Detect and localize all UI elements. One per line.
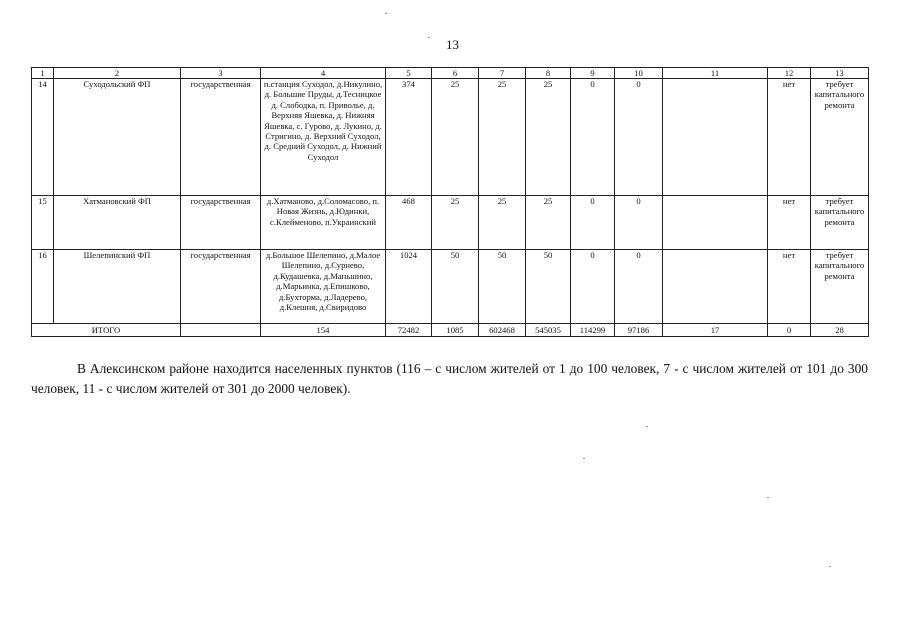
served-settlements: д.Хатманово, д.Соломасово, п. Новая Жизнь, д.Юдинки, с.Клейменово, п.Украинский xyxy=(261,196,386,250)
total-value: 97186 xyxy=(615,324,663,337)
cell-value xyxy=(663,79,768,196)
served-settlements: д.Большое Шелепино, д.Малое Шелепино, д.Сурнево, д.Кудашевка, д.Маньшино, д.Марьинка, д.Епишково, д.Бухторма, д.Ладерево, д.Клешня, д.Свиридово xyxy=(261,250,386,324)
cell-value xyxy=(663,196,768,250)
ownership-type: государственная xyxy=(181,196,261,250)
scan-speck xyxy=(583,458,585,459)
column-number: 7 xyxy=(479,68,526,79)
column-number-row xyxy=(32,68,869,79)
total-label: ИТОГО xyxy=(32,324,181,337)
cell-value: 0 xyxy=(615,250,663,324)
facility-name: Шелепинский ФП xyxy=(54,250,181,324)
cell-value: 50 xyxy=(479,250,526,324)
facility-name: Хатмановский ФП xyxy=(54,196,181,250)
table-row xyxy=(32,250,869,324)
total-value: 602468 xyxy=(479,324,526,337)
column-number: 5 xyxy=(386,68,432,79)
cell-value: 25 xyxy=(526,196,571,250)
page-number: 13 xyxy=(446,37,459,52)
column-number: 10 xyxy=(615,68,663,79)
cell-value: 25 xyxy=(432,79,479,196)
cell-value: нет xyxy=(768,250,811,324)
cell-value: 0 xyxy=(615,79,663,196)
cell-value: 0 xyxy=(571,196,615,250)
scan-speck xyxy=(385,13,387,14)
column-number: 2 xyxy=(54,68,181,79)
cell-value xyxy=(663,250,768,324)
cell-value: 25 xyxy=(479,196,526,250)
scan-speck xyxy=(428,37,430,38)
cell-value: 0 xyxy=(571,250,615,324)
total-value: 72482 xyxy=(386,324,432,337)
cell-value: 374 xyxy=(386,79,432,196)
column-number: 8 xyxy=(526,68,571,79)
facility-name: Суходольский ФП xyxy=(54,79,181,196)
table-row xyxy=(32,196,869,250)
total-value: 28 xyxy=(811,324,869,337)
total-value: 17 xyxy=(663,324,768,337)
cell-value: 50 xyxy=(526,250,571,324)
total-value xyxy=(181,324,261,337)
scan-speck xyxy=(646,426,648,427)
column-number: 1 xyxy=(32,68,54,79)
total-value: 114299 xyxy=(571,324,615,337)
cell-value: 25 xyxy=(479,79,526,196)
total-value: 0 xyxy=(768,324,811,337)
cell-value: нет xyxy=(768,196,811,250)
cell-value: 25 xyxy=(526,79,571,196)
cell-value: 25 xyxy=(432,196,479,250)
column-number: 13 xyxy=(811,68,869,79)
cell-value: 0 xyxy=(615,196,663,250)
ownership-type: государственная xyxy=(181,250,261,324)
total-value: 1085 xyxy=(432,324,479,337)
condition-note: требует капитального ремонта xyxy=(811,250,869,324)
cell-value: 1024 xyxy=(386,250,432,324)
row-number: 15 xyxy=(32,196,54,250)
total-value: 545035 xyxy=(526,324,571,337)
column-number: 12 xyxy=(768,68,811,79)
scan-speck xyxy=(767,497,769,498)
table-row xyxy=(32,79,869,196)
row-number: 16 xyxy=(32,250,54,324)
column-number: 11 xyxy=(663,68,768,79)
ownership-type: государственная xyxy=(181,79,261,196)
cell-value: 50 xyxy=(432,250,479,324)
cell-value: 468 xyxy=(386,196,432,250)
column-number: 3 xyxy=(181,68,261,79)
condition-note: требует капитального ремонта xyxy=(811,79,869,196)
column-number: 6 xyxy=(432,68,479,79)
cell-value: нет xyxy=(768,79,811,196)
condition-note: требует капитального ремонта xyxy=(811,196,869,250)
health-facilities-table xyxy=(31,67,869,337)
cell-value: 0 xyxy=(571,79,615,196)
settlements-paragraph: В Алексинском районе находится населенных пунктов (116 – с числом жителей от 1 до 100 человек, 7 - с числом жителей от 101 до 300 человек, 11 - с числом жителей от 301 до 2000 человек). xyxy=(31,361,868,396)
total-row xyxy=(32,324,869,337)
row-number: 14 xyxy=(32,79,54,196)
total-value: 154 xyxy=(261,324,386,337)
column-number: 4 xyxy=(261,68,386,79)
served-settlements: п.станция Суходол, д.Никулино, д. Большие Пруды, д.Тесницкое д. Слободка, п. Приволье, д. Верхняя Яшевка, д. Нижняя Яшевка, с. Гурово, д. Лукино, д. Стригино, д. Верхний Суходол, д. Средний Суходол, д. Нижний Суходол xyxy=(261,79,386,196)
scan-speck xyxy=(829,566,831,567)
column-number: 9 xyxy=(571,68,615,79)
